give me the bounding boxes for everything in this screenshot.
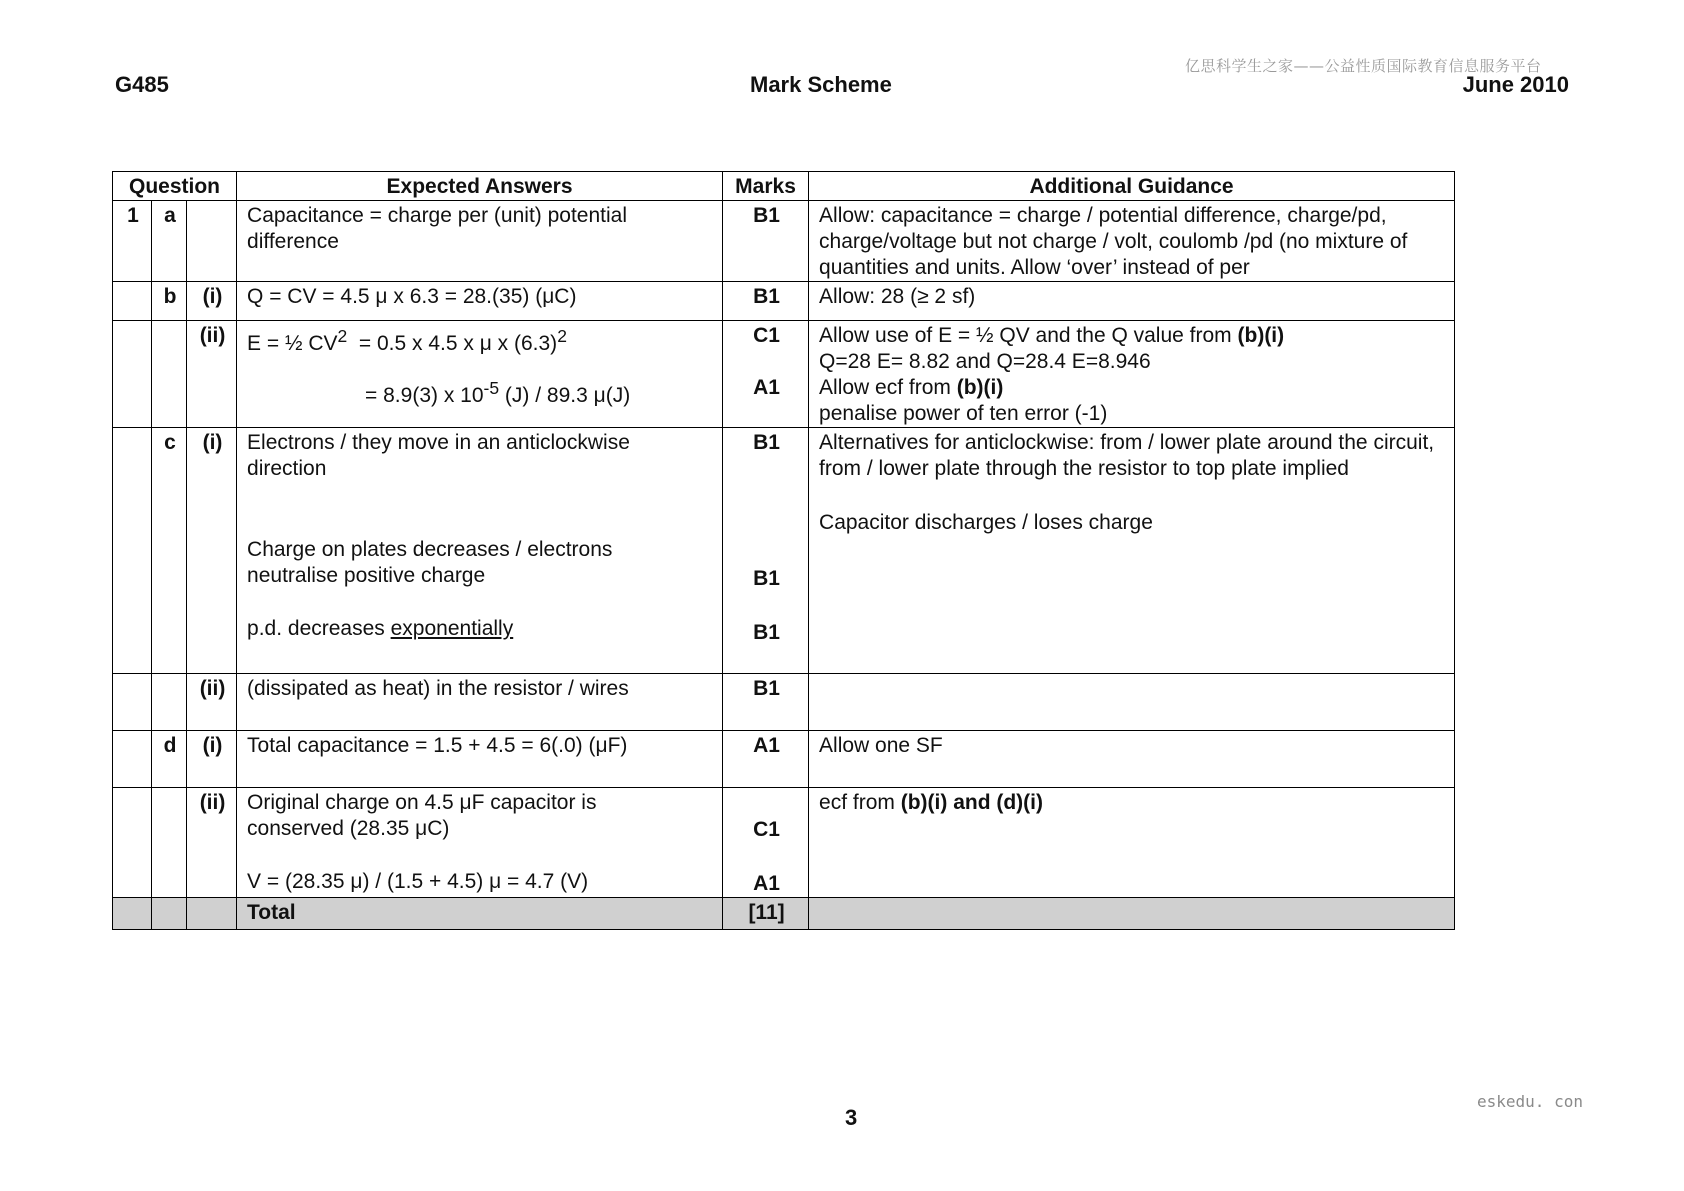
table-row (113, 788, 1455, 898)
table-row (113, 674, 1455, 731)
total-label: Total (237, 898, 723, 930)
guidance-text: Allow one SF (809, 731, 1455, 788)
document-title: Mark Scheme (750, 72, 892, 97)
question-subpart: (ii) (187, 674, 237, 731)
expected-answer: Capacitance = charge per (unit) potential difference (237, 201, 723, 282)
question-part: d (152, 731, 187, 788)
expected-answer: Original charge on 4.5 μF capacitor is conserved (28.35 μC) V = (28.35 μ) / (1.5 + 4.5) μ = 4.7 (V) (237, 788, 723, 898)
energy-result: = 8.9(3) x $10^{-5}$ (J) / 89.3 μ(J) (365, 378, 631, 407)
question-subpart: (i) (187, 282, 237, 321)
table-row (113, 321, 1455, 428)
guidance-text (809, 674, 1455, 731)
mark-code: C1 (753, 818, 780, 841)
mark-code: B1 (723, 201, 809, 282)
question-subpart: (ii) (187, 788, 237, 898)
table-row (113, 282, 1455, 321)
watermark-top: 亿思科学生之家——公益性质国际教育信息服务平台 (1185, 57, 1542, 75)
question-part: c (152, 428, 187, 674)
expected-answer: Q = CV = 4.5 μ x 6.3 = 28.(35) (μC) (237, 282, 723, 321)
guidance-text: Alternatives for anticlockwise: from / lower plate around the circuit, from / lower plate through the resistor to top plate implied Capacitor discharges / loses charge (809, 428, 1455, 674)
guidance-text: Allow use of E = ½ QV and the Q value from (b)(i) Q=28 E= 8.82 and Q=28.4 E=8.946 Allow ecf from (b)(i) penalise power of ten error (-1) (809, 321, 1455, 428)
question-subpart: (i) (187, 731, 237, 788)
mark-code: B1 (753, 621, 780, 644)
question-part: b (152, 282, 187, 321)
expected-answer: (dissipated as heat) in the resistor / wires (237, 674, 723, 731)
mark-code: B1 (753, 567, 780, 590)
mark-code: A1 (753, 872, 780, 895)
expected-answer (237, 321, 723, 428)
guidance-header: Additional Guidance (809, 172, 1455, 201)
mark-scheme-table (112, 171, 1455, 930)
paper-code: G485 (115, 72, 169, 97)
mark-code: B1 (753, 431, 780, 454)
question-part: a (152, 201, 187, 282)
guidance-text: ecf from (b)(i) and (d)(i) (809, 788, 1455, 898)
question-subpart: (i) (187, 428, 237, 674)
page-number: 3 (845, 1105, 858, 1130)
question-subpart (187, 201, 237, 282)
mark-code: B1 (723, 674, 809, 731)
table-header-row (113, 172, 1455, 201)
energy-equation: E = ½ $CV^2 = 0.5$ x 4.5 x μ x $(6.3)^2$ (247, 326, 567, 355)
table-row (113, 731, 1455, 788)
mark-code: A1 (753, 376, 780, 399)
answers-header: Expected Answers (237, 172, 723, 201)
expected-answer: Total capacitance = 1.5 + 4.5 = 6(.0) (μF) (237, 731, 723, 788)
question-header: Question (113, 172, 237, 201)
total-row (113, 898, 1455, 930)
mark-code: A1 (723, 731, 809, 788)
watermark-bottom: eskedu. con (1477, 1092, 1583, 1111)
mark-code: B1 (723, 282, 809, 321)
guidance-text: Allow: capacitance = charge / potential difference, charge/pd, charge/voltage but not charge / volt, coulomb /pd (no mixture of quantities and units. Allow ‘over’ instead of per (809, 201, 1455, 282)
expected-answer: Electrons / they move in an anticlockwise direction Charge on plates decreases / electrons neutralise positive charge p.d. decreases exponentially (237, 428, 723, 674)
table-row (113, 201, 1455, 282)
marks-header: Marks (723, 172, 809, 201)
total-marks: [11] (723, 898, 809, 930)
exam-date: June 2010 (1462, 72, 1569, 97)
table-row (113, 428, 1455, 674)
question-subpart: (ii) (187, 321, 237, 428)
guidance-text: Allow: 28 (≥ 2 sf) (809, 282, 1455, 321)
question-number: 1 (113, 201, 152, 282)
mark-code: C1 (753, 324, 780, 347)
